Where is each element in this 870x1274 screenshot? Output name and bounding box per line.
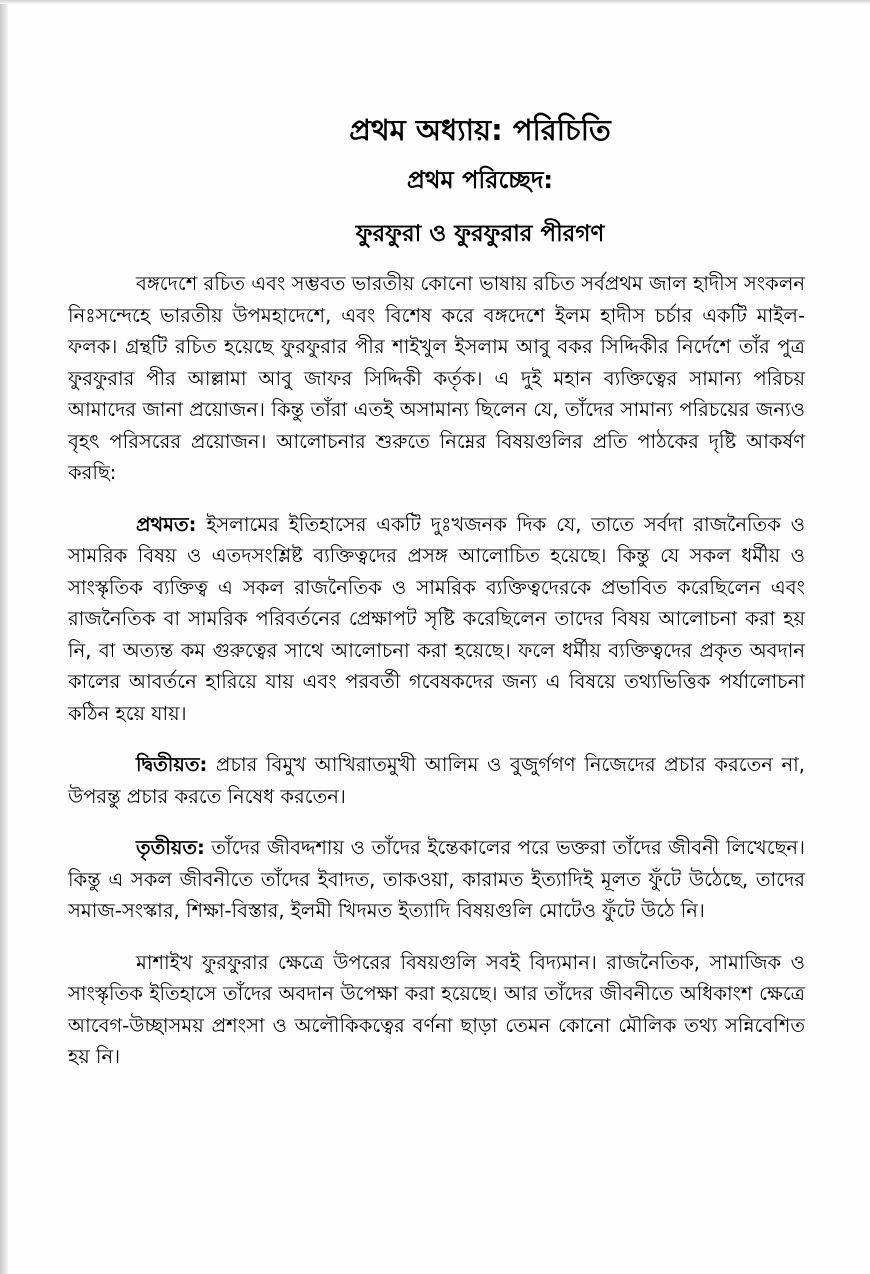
paragraph-intro [68,268,805,489]
paragraph-third-point [68,832,805,927]
paragraph-text: প্রচার বিমুখ আখিরাতমুখী আলিম ও বুজুর্গগণ নিজেদের প্রচার করতেন না, উপরন্তু প্রচার করতে নিষেধ করতেন। [68,753,805,808]
chapter-title: প্রথম অধ্যায়: পরিচিতি [349,113,611,147]
paragraph-text: ইসলামের ইতিহাসের একটি দুঃখজনক দিক যে, তাতে সর্বদা রাজনৈতিক ও সামরিক বিষয় ও এতদসংশ্লিষ্ট ব্যক্তিত্বদের প্রসঙ্গ আলোচিত হয়েছে। কিন্তু যে সকল ধর্মীয় ও সাংস্কৃতিক ব্যক্তিত্ব এ সকল রাজনৈতিক ও সামরিক ব্যক্তিত্বদেরকে প্রভাবিত করেছিলেন এবং রাজনৈতিক বা সামরিক পরিবর্তনের প্রেক্ষাপট সৃষ্টি করেছিলেন তাদের বিষয় আলোচনা করা হয় নি, বা অত্যন্ত কম গুরুত্বের সাথে আলোচনা করা হয়েছে। ফলে ধর্মীয় ব্যক্তিত্বদের প্রকৃত অবদান কালের আবর্তনে হারিয়ে যায় এবং পরবর্তী গবেষকদের জন্য এ বিষয়ে তথ্যভিত্তিক পর্যালোচনা কঠিন হয়ে যায়। [68,512,805,725]
heading-block [120,108,840,252]
paragraph-text: বঙ্গদেশে রচিত এবং সম্ভবত ভারতীয় কোনো ভাষায় রচিত সর্বপ্রথম জাল হাদীস সংকলন নিঃসন্দেহে ভারতীয় উপমহাদেশে, এবং বিশেষ করে বঙ্গদেশে ইলম হাদীস চর্চার একটি মাইল-ফলক। গ্রন্থটি রচিত হয়েছে ফুরফুরার পীর শাইখুল ইসলাম আবু বকর সিদ্দিকীর নির্দেশে তাঁর পুত্র ফুরফুরার পীর আল্লামা আবু জাফর সিদ্দিকী কর্তৃক। এ দুই মহান ব্যক্তিত্বের সামান্য পরিচয় আমাদের জানা প্রয়োজন। কিন্তু তাঁরা এতই অসামান্য ছিলেন যে, তাঁদের সামান্য পরিচয়ের জন্যও বৃহৎ পরিসরের প্রয়োজন। আলোচনার শুরুতে নিম্নের বিষয়গুলির প্রতি পাঠকের দৃষ্টি আকর্ষণ করছি: [68,272,805,484]
paragraph-lead: প্রথমত: [136,512,197,536]
paragraph-first-point [68,509,805,730]
paragraph-lead: দ্বিতীয়ত: [136,753,208,776]
paragraph-text: মাশাইখ ফুরফুরার ক্ষেত্রে উপরের বিষয়গুলি সবই বিদ্যমান। রাজনৈতিক, সামাজিক ও সাংস্কৃতিক ইতিহাসে তাঁদের অবদান উপেক্ষা করা হয়েছে। আর তাঁদের জীবনীতে অধিকাংশ ক্ষেত্রে আবেগ-উচ্ছাসময় প্রশংসা ও অলৌকিকত্বের বর্ণনা ছাড়া তেমন কোনো মৌলিক তথ্য সন্নিবেশিত হয় নি। [68,950,805,1068]
section-title: প্রথম পরিচ্ছেদ: [406,166,554,194]
paragraph-conclusion [68,947,805,1073]
page-edge-shadow [0,0,8,1274]
section-subtitle: ফুরফুরা ও ফুরফুরার পীরগণ [355,221,605,247]
paragraph-lead: তৃতীয়ত: [136,836,205,859]
paragraph-text: তাঁদের জীবদ্দশায় ও তাঁদের ইন্তেকালের পরে ভক্তরা তাঁদের জীবনী লিখেছেন। কিন্তু এ সকল জীবনীতে তাঁদের ইবাদত, তাকওয়া, কারামত ইত্যাদিই মূলত ফুঁটে উঠেছে, তাদের সমাজ-সংস্কার, শিক্ষা-বিস্তার, ইলমী খিদমত ইত্যাদি বিষয়গুলি মোটেও ফুঁটে উঠে নি। [68,836,805,922]
page-top-shadow [0,0,870,4]
paragraph-second-point [68,749,805,812]
body-text [68,268,805,1093]
